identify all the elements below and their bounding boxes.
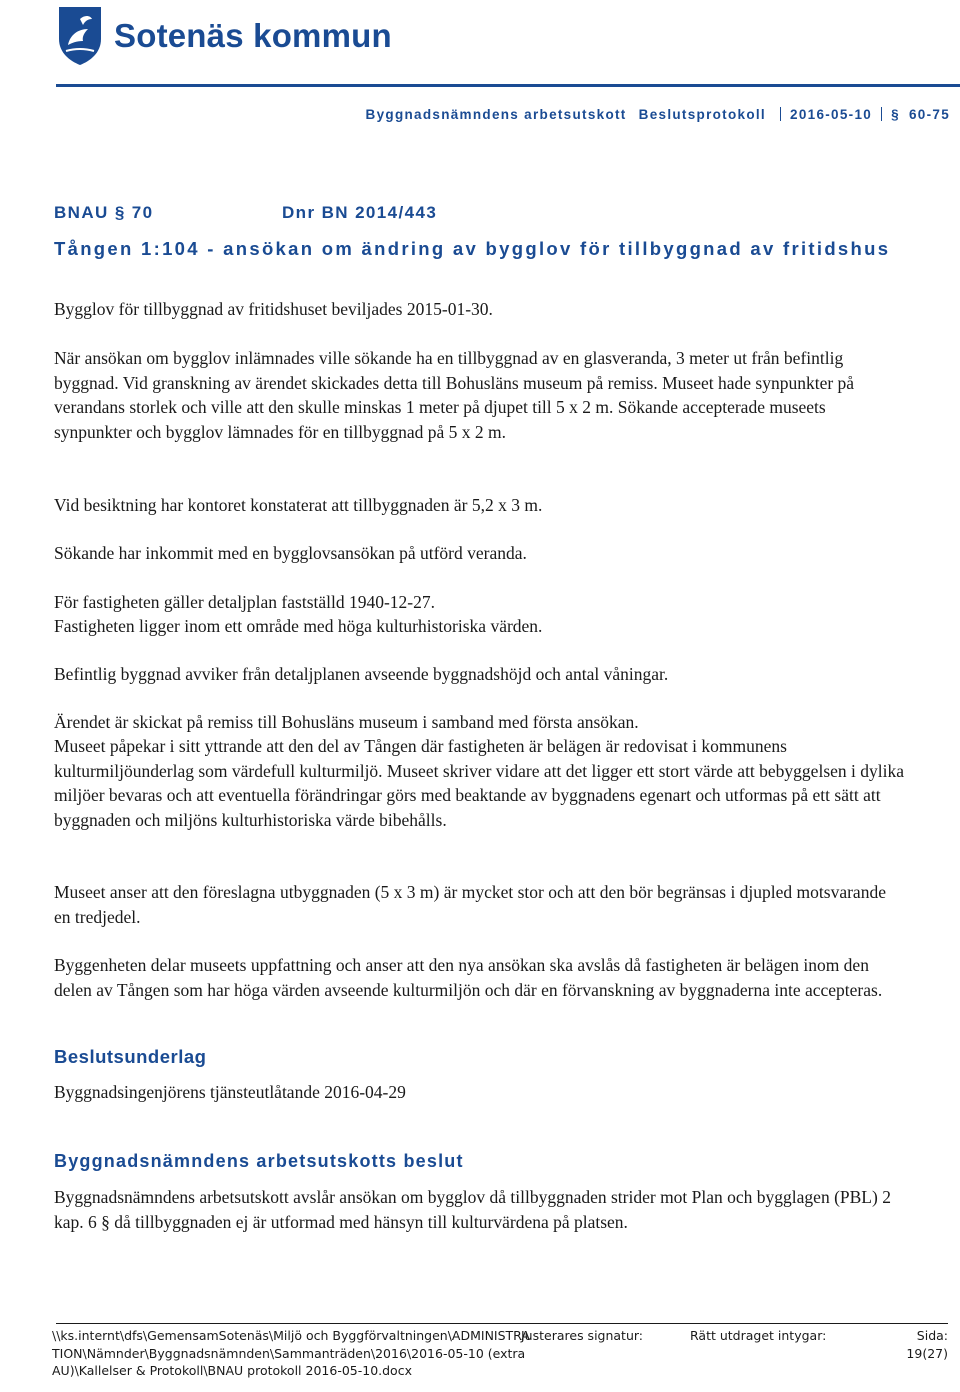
paragraph-symbol: §: [891, 107, 900, 122]
header-committee: Byggnadsnämndens arbetsutskott: [365, 107, 627, 122]
body-paragraph: För fastigheten gäller detaljplan fastställd 1940-12-27.: [54, 592, 436, 612]
beslut-text: Byggnadsnämndens arbetsutskott avslår ansökan om bygglov då tillbyggnaden strider mot Plan och bygglagen (PBL) 2 kap. 6 § då tillbyggnaden ej är utformad med hänsyn till kulturvärdena på platsen.: [54, 1187, 891, 1232]
body-paragraph: Museet anser att den föreslagna utbyggnaden (5 x 3 m) är mycket stor och att den bör begränsas i djupled motsvarande en tredjedel.: [54, 882, 886, 927]
municipal-coat-of-arms-icon: [56, 5, 104, 67]
protocol-header: [366, 107, 950, 122]
body-paragraph: När ansökan om bygglov inlämnades ville sökande ha en tillbyggnad av en glasveranda, 3 meter ut från befintlig byggnad. Vid granskning av ärendet skickades detta till Bohusläns museum på remiss. Museet hade synpunkter på verandans storlek och ville att den skulle minskas 1 meter på djupet till 5 x 2 m. Sökande accepterade museets synpunkter och bygglov lämnades för en tillbyggnad på 5 x 2 m.: [54, 348, 855, 442]
header-doc-type: Beslutsprotokoll: [638, 107, 766, 122]
case-number: BNAU § 70: [54, 203, 154, 222]
beslutsunderlag-heading: Beslutsunderlag: [54, 1046, 207, 1067]
body-paragraph: Vid besiktning har kontoret konstaterat att tillbyggnaden är 5,2 x 3 m.: [54, 495, 543, 515]
organization-logo: [56, 4, 392, 68]
body-paragraph: Fastigheten ligger inom ett område med höga kulturhistoriska värden.: [54, 616, 543, 636]
footer-justerares-label: Justerares signatur:: [521, 1328, 644, 1343]
header-separator: [780, 107, 781, 121]
case-title: Tången 1:104 - ansökan om ändring av bygglov för tillbyggnad av fritidshus: [54, 238, 891, 259]
footer-page-number: 19(27): [906, 1345, 948, 1361]
header-date: 2016-05-10: [790, 107, 873, 122]
beslutsunderlag-item: Byggnadsingenjörens tjänsteutlåtande 2016-04-29: [54, 1082, 406, 1102]
body-paragraph: Museet påpekar i sitt yttrande att den del av Tången där fastigheten är belägen är redovisat i kommunens kulturmiljöunderlag som värdefull kulturmiljö. Museet skriver vidare att det ligger ett stort värde att bebyggelsen i dylika miljöer bevaras och att eventuella förändringar görs med beaktande av byggnadens egenart och utformas på ett sätt att byggnaden och miljöns kulturhistoriska värde bibehålls.: [54, 736, 904, 830]
header-rule: [56, 84, 960, 87]
header-separator: [881, 107, 882, 121]
organization-name: Sotenäs kommun: [114, 17, 392, 54]
body-paragraph: Ärendet är skickat på remiss till Bohusläns museum i samband med första ansökan.: [54, 712, 639, 732]
header-paragraph-range: 60-75: [908, 107, 950, 122]
case-reference: [54, 203, 438, 223]
footer-rule: [56, 1323, 948, 1324]
body-paragraph: Byggenheten delar museets uppfattning och anser att den nya ansökan ska avslås då fastigheten är belägen inom den delen av Tången som har höga värden avseende kulturmiljön och där en förvanskning av byggnaderna inte accepteras.: [54, 955, 883, 1000]
body-paragraph: Befintlig byggnad avviker från detaljplanen avseende byggnadshöjd och antal våningar.: [54, 664, 669, 684]
body-paragraph: Sökande har inkommit med en bygglovsansökan på utförd veranda.: [54, 543, 527, 563]
case-dnr: Dnr BN 2014/443: [282, 203, 438, 222]
footer-file-path: \\ks.internt\dfs\GemensamSotenäs\Miljö och Byggförvaltningen\ADMINISTRATION\Nämnder\Byggnadsnämnden\Sammanträden\2016\2016-05-10 (extra AU)\Kallelser & Protokoll\BNAU protokoll 2016-05-10.docx: [52, 1328, 530, 1379]
body-paragraph: Bygglov för tillbyggnad av fritidshuset beviljades 2015-01-30.: [54, 299, 493, 319]
footer-ratt-utdraget-label: Rätt utdraget intygar:: [690, 1328, 827, 1343]
footer-sida-label: Sida:: [916, 1328, 948, 1343]
footer-page-info: [906, 1327, 948, 1362]
beslut-heading: Byggnadsnämndens arbetsutskotts beslut: [54, 1151, 464, 1171]
